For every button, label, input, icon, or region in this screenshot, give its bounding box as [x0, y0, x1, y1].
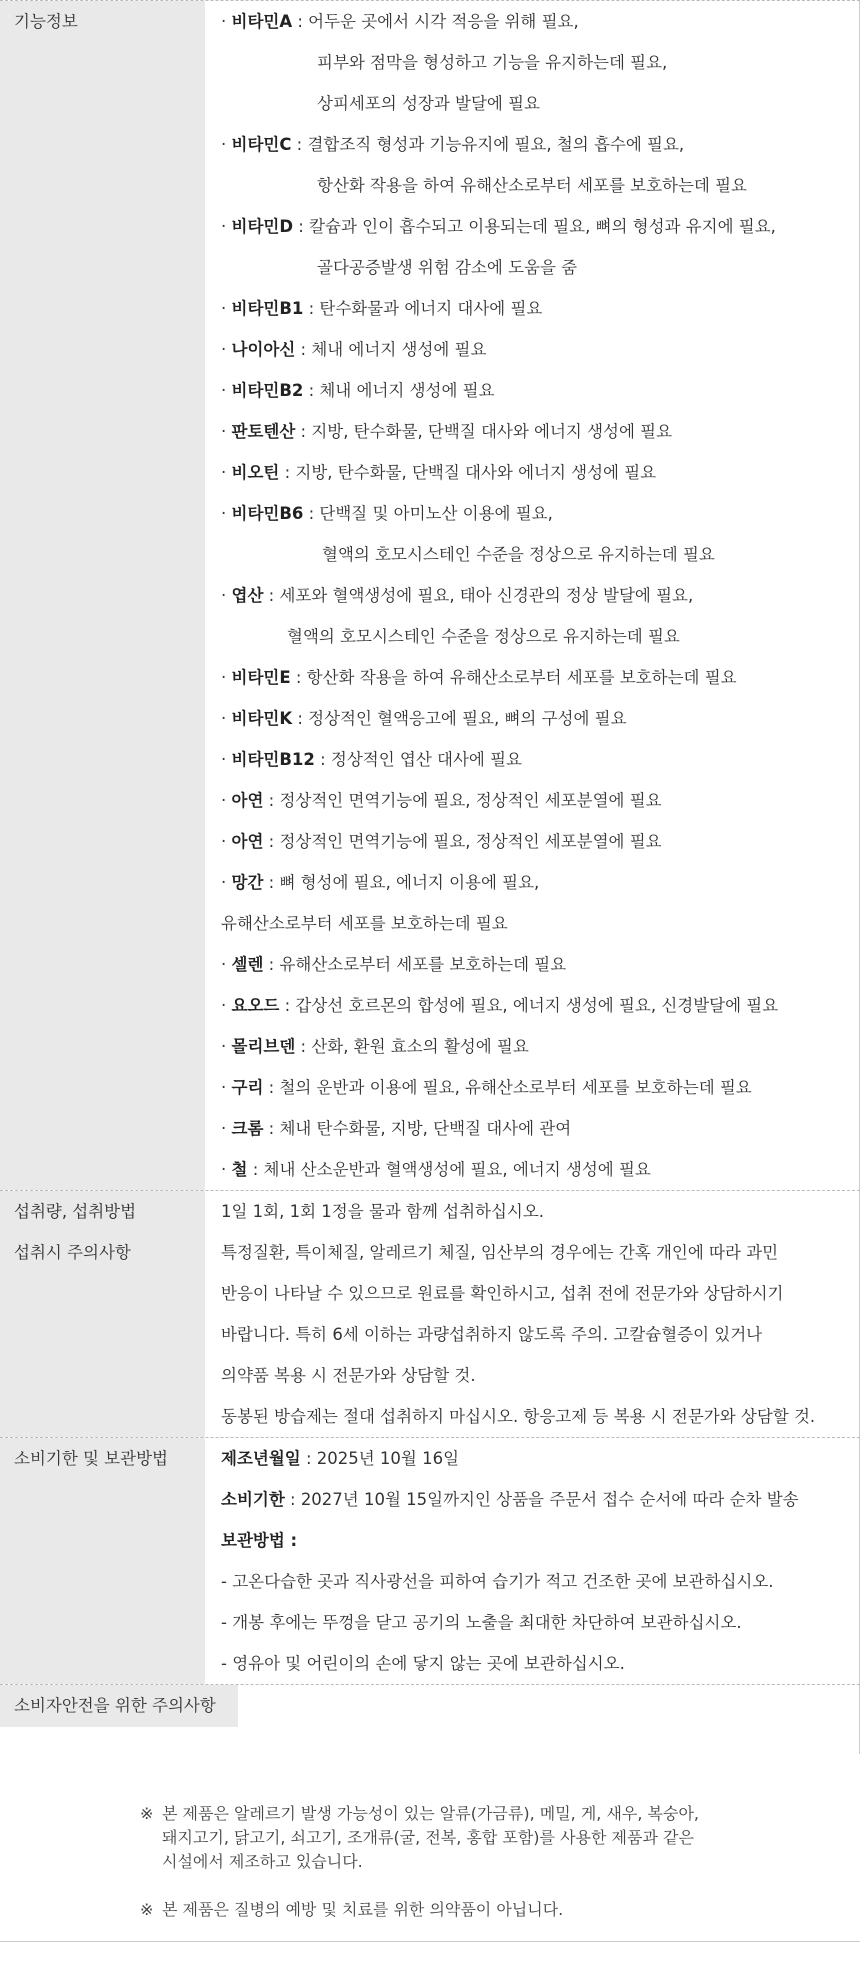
nutrient-name: 비타민B2	[231, 381, 304, 400]
function-info-line	[205, 534, 859, 575]
nutrient-function-text: : 철의 운반과 이용에 필요, 유해산소로부터 세포를 보호하는데 필요	[263, 1078, 752, 1097]
allergy-notice	[140, 1802, 860, 1874]
nutrient-function-text: : 체내 에너지 생성에 필요	[295, 340, 487, 359]
function-info-line	[205, 575, 859, 616]
expiry-date-value: : 2027년 10월 15일까지인 상품을 주문서 접수 순서에 따라 순차 발송	[284, 1490, 799, 1509]
nutrient-function-text: : 뼈 형성에 필요, 에너지 이용에 필요,	[263, 873, 540, 892]
bullet-prefix: ·	[221, 832, 232, 851]
function-info-line	[205, 616, 859, 657]
storage-label-cell	[0, 1438, 205, 1684]
expiry-date-label: 소비기한	[221, 1490, 285, 1509]
storage-method-line: - 영유아 및 어린이의 손에 닿지 않는 곳에 보관하십시오.	[221, 1654, 625, 1673]
function-info-line	[205, 493, 859, 534]
nutrient-name: 요오드	[231, 996, 280, 1015]
manufacture-date-value: : 2025년 10월 16일	[300, 1449, 460, 1468]
function-info-line	[205, 370, 859, 411]
nutrient-function-text: : 체내 산소운반과 혈액생성에 필요, 에너지 생성에 필요	[247, 1160, 651, 1179]
nutrient-function-text: : 정상적인 면역기능에 필요, 정상적인 세포분열에 필요	[263, 791, 662, 810]
intake-line: 바랍니다. 특히 6세 이하는 과량섭취하지 않도록 주의. 고칼슘혈증이 있거나	[221, 1325, 763, 1344]
nutrient-function-text: 골다공증발생 위험 감소에 도움을 줌	[317, 258, 578, 277]
intake-line: 1일 1회, 1회 1정을 물과 함께 섭취하십시오.	[221, 1202, 545, 1221]
storage-method-heading	[205, 1520, 859, 1561]
intake-label-cell	[0, 1191, 205, 1437]
nutrient-function-text: : 체내 에너지 생성에 필요	[303, 381, 495, 400]
bullet-prefix: ·	[221, 217, 232, 236]
allergy-notice-text	[162, 1802, 699, 1874]
bullet-prefix: ·	[221, 873, 232, 892]
nutrient-function-text: 혈액의 호모시스테인 수준을 정상으로 유지하는데 필요	[287, 627, 680, 646]
nutrient-function-text: : 정상적인 면역기능에 필요, 정상적인 세포분열에 필요	[263, 832, 662, 851]
nutrient-function-text: 유해산소로부터 세포를 보호하는데 필요	[221, 914, 508, 933]
nutrient-name: 비타민E	[231, 668, 291, 687]
nutrient-function-text: : 탄수화물과 에너지 대사에 필요	[303, 299, 543, 318]
bullet-prefix: ·	[221, 135, 232, 154]
function-info-line	[205, 1067, 859, 1108]
nutrient-function-text: 항산화 작용을 하여 유해산소로부터 세포를 보호하는데 필요	[317, 176, 747, 195]
allergy-notice-line: 본 제품은 알레르기 발생 가능성이 있는 알류(가금류), 메밀, 게, 새우, 복숭아,	[162, 1804, 699, 1823]
function-info-content	[205, 1, 860, 1190]
bullet-prefix: ·	[221, 1078, 232, 1097]
bullet-prefix: ·	[221, 1119, 232, 1138]
storage-method-line: - 고온다습한 곳과 직사광선을 피하여 습기가 적고 건조한 곳에 보관하십시오.	[221, 1572, 774, 1591]
not-medicine-notice	[140, 1898, 860, 1922]
function-info-line	[205, 739, 859, 780]
storage-content	[205, 1438, 860, 1684]
bullet-prefix: ·	[221, 12, 232, 31]
nutrient-name: 비타민B12	[231, 750, 315, 769]
function-info-label: 기능정보	[14, 12, 78, 31]
nutrient-name: 비오틴	[231, 463, 280, 482]
nutrient-function-text: : 갑상선 호르몬의 합성에 필요, 에너지 생성에 필요, 신경발달에 필요	[279, 996, 779, 1015]
bullet-prefix: ·	[221, 996, 232, 1015]
nutrient-function-text: : 정상적인 엽산 대사에 필요	[314, 750, 522, 769]
bullet-prefix: ·	[221, 299, 232, 318]
expiry-date	[205, 1479, 859, 1520]
nutrient-function-text: 피부와 점막을 형성하고 기능을 유지하는데 필요,	[317, 53, 668, 72]
nutrient-function-text: : 단백질 및 아미노산 이용에 필요,	[303, 504, 553, 523]
nutrient-function-text: : 세포와 혈액생성에 필요, 태아 신경관의 정상 발달에 필요,	[263, 586, 694, 605]
nutrient-name: 비타민B1	[231, 299, 304, 318]
nutrient-function-text: 상피세포의 성장과 발달에 필요	[317, 94, 540, 113]
notice-section	[0, 1754, 860, 1922]
nutrient-function-text: : 산화, 환원 효소의 활성에 필요	[295, 1037, 529, 1056]
function-info-line	[205, 944, 859, 985]
storage-row	[0, 1438, 860, 1685]
reference-mark: ※	[140, 1900, 154, 1919]
bullet-prefix: ·	[221, 750, 232, 769]
bullet-prefix: ·	[221, 504, 232, 523]
function-info-row	[0, 1, 860, 1191]
nutrient-name: 크롬	[231, 1119, 264, 1138]
nutrient-name: 비타민C	[231, 135, 292, 154]
nutrient-name: 몰리브덴	[231, 1037, 296, 1056]
function-info-line	[205, 247, 859, 288]
function-info-line	[205, 452, 859, 493]
nutrient-function-text: : 지방, 탄수화물, 단백질 대사와 에너지 생성에 필요	[279, 463, 657, 482]
nutrient-function-text: : 항산화 작용을 하여 유해산소로부터 세포를 보호하는데 필요	[290, 668, 737, 687]
nutrient-name: 아연	[231, 791, 264, 810]
nutrient-name: 비타민A	[231, 12, 293, 31]
intake-line: 특정질환, 특이체질, 알레르기 체질, 임산부의 경우에는 간혹 개인에 따라 과민	[221, 1243, 779, 1262]
nutrient-name: 비타민D	[231, 217, 294, 236]
storage-method-label: 보관방법 :	[221, 1531, 298, 1550]
function-info-line	[205, 206, 859, 247]
function-info-line	[205, 780, 859, 821]
manufacture-date-label: 제조년월일	[221, 1449, 301, 1468]
intake-row	[0, 1191, 860, 1438]
function-info-line	[205, 698, 859, 739]
nutrient-name: 망간	[231, 873, 264, 892]
allergy-notice-line: 시설에서 제조하고 있습니다.	[162, 1852, 363, 1871]
nutrient-name: 비타민K	[231, 709, 293, 728]
nutrient-function-text: : 유해산소로부터 세포를 보호하는데 필요	[263, 955, 567, 974]
bullet-prefix: ·	[221, 422, 232, 441]
bullet-prefix: ·	[221, 709, 232, 728]
intake-line: 동봉된 방습제는 절대 섭취하지 마십시오. 항응고제 등 복용 시 전문가와 상담할 것.	[221, 1407, 816, 1426]
nutrient-function-text: : 정상적인 혈액응고에 필요, 뼈의 구성에 필요	[292, 709, 627, 728]
intake-line: 의약품 복용 시 전문가와 상담할 것.	[221, 1366, 476, 1385]
function-info-line	[205, 862, 859, 903]
function-info-line	[205, 821, 859, 862]
nutrient-function-text: : 지방, 탄수화물, 단백질 대사와 에너지 생성에 필요	[295, 422, 673, 441]
bottom-divider	[0, 1941, 860, 1942]
bullet-prefix: ·	[221, 381, 232, 400]
bullet-prefix: ·	[221, 586, 232, 605]
function-info-line	[205, 657, 859, 698]
not-medicine-notice-text: 본 제품은 질병의 예방 및 치료를 위한 의약품이 아닙니다.	[162, 1900, 564, 1919]
nutrient-function-text: : 결합조직 형성과 기능유지에 필요, 철의 흡수에 필요,	[291, 135, 685, 154]
intake-line: 반응이 나타날 수 있으므로 원료를 확인하시고, 섭취 전에 전문가와 상담하시기	[221, 1284, 784, 1303]
function-info-line	[205, 329, 859, 370]
storage-label: 소비기한 및 보관방법	[14, 1449, 168, 1468]
function-info-line	[205, 903, 859, 944]
manufacture-date	[205, 1438, 859, 1479]
intake-amount-label: 섭취량, 섭취방법	[14, 1202, 137, 1221]
nutrient-name: 판토텐산	[231, 422, 296, 441]
storage-method-line: - 개봉 후에는 뚜껑을 닫고 공기의 노출을 최대한 차단하여 보관하십시오.	[221, 1613, 742, 1632]
function-info-line	[205, 83, 859, 124]
bullet-prefix: ·	[221, 791, 232, 810]
allergy-notice-line: 돼지고기, 닭고기, 쇠고기, 조개류(굴, 전복, 홍합 포함)를 사용한 제품과 같은	[162, 1828, 694, 1847]
function-info-line	[205, 1, 859, 42]
bullet-prefix: ·	[221, 955, 232, 974]
bullet-prefix: ·	[221, 668, 232, 687]
function-info-label-cell	[0, 1, 205, 1190]
nutrient-function-text: 혈액의 호모시스테인 수준을 정상으로 유지하는데 필요	[322, 545, 715, 564]
nutrient-name: 아연	[231, 832, 264, 851]
intake-content	[205, 1191, 860, 1437]
function-info-line	[205, 165, 859, 206]
nutrient-function-text: : 칼슘과 인이 흡수되고 이용되는데 필요, 뼈의 형성과 유지에 필요,	[293, 217, 776, 236]
bullet-prefix: ·	[221, 1160, 232, 1179]
nutrient-name: 나이아신	[231, 340, 296, 359]
function-info-line	[205, 1108, 859, 1149]
nutrient-name: 구리	[231, 1078, 264, 1097]
function-info-line	[205, 288, 859, 329]
nutrient-name: 엽산	[231, 586, 264, 605]
bullet-prefix: ·	[221, 1037, 232, 1056]
function-info-line	[205, 411, 859, 452]
function-info-line	[205, 985, 859, 1026]
nutrient-name: 셀렌	[231, 955, 264, 974]
consumer-safety-label: 소비자안전을 위한 주의사항	[0, 1685, 238, 1727]
nutrient-name: 비타민B6	[231, 504, 304, 523]
consumer-safety-row	[0, 1685, 860, 1754]
nutrient-function-text: : 어두운 곳에서 시각 적응을 위해 필요,	[292, 12, 579, 31]
nutrient-name: 철	[231, 1160, 248, 1179]
bullet-prefix: ·	[221, 463, 232, 482]
reference-mark: ※	[140, 1804, 154, 1823]
function-info-line	[205, 1026, 859, 1067]
function-info-line	[205, 124, 859, 165]
function-info-line	[205, 42, 859, 83]
function-info-line	[205, 1149, 859, 1190]
bullet-prefix: ·	[221, 340, 232, 359]
intake-caution-label: 섭취시 주의사항	[14, 1243, 131, 1262]
nutrient-function-text: : 체내 탄수화물, 지방, 단백질 대사에 관여	[263, 1119, 572, 1138]
